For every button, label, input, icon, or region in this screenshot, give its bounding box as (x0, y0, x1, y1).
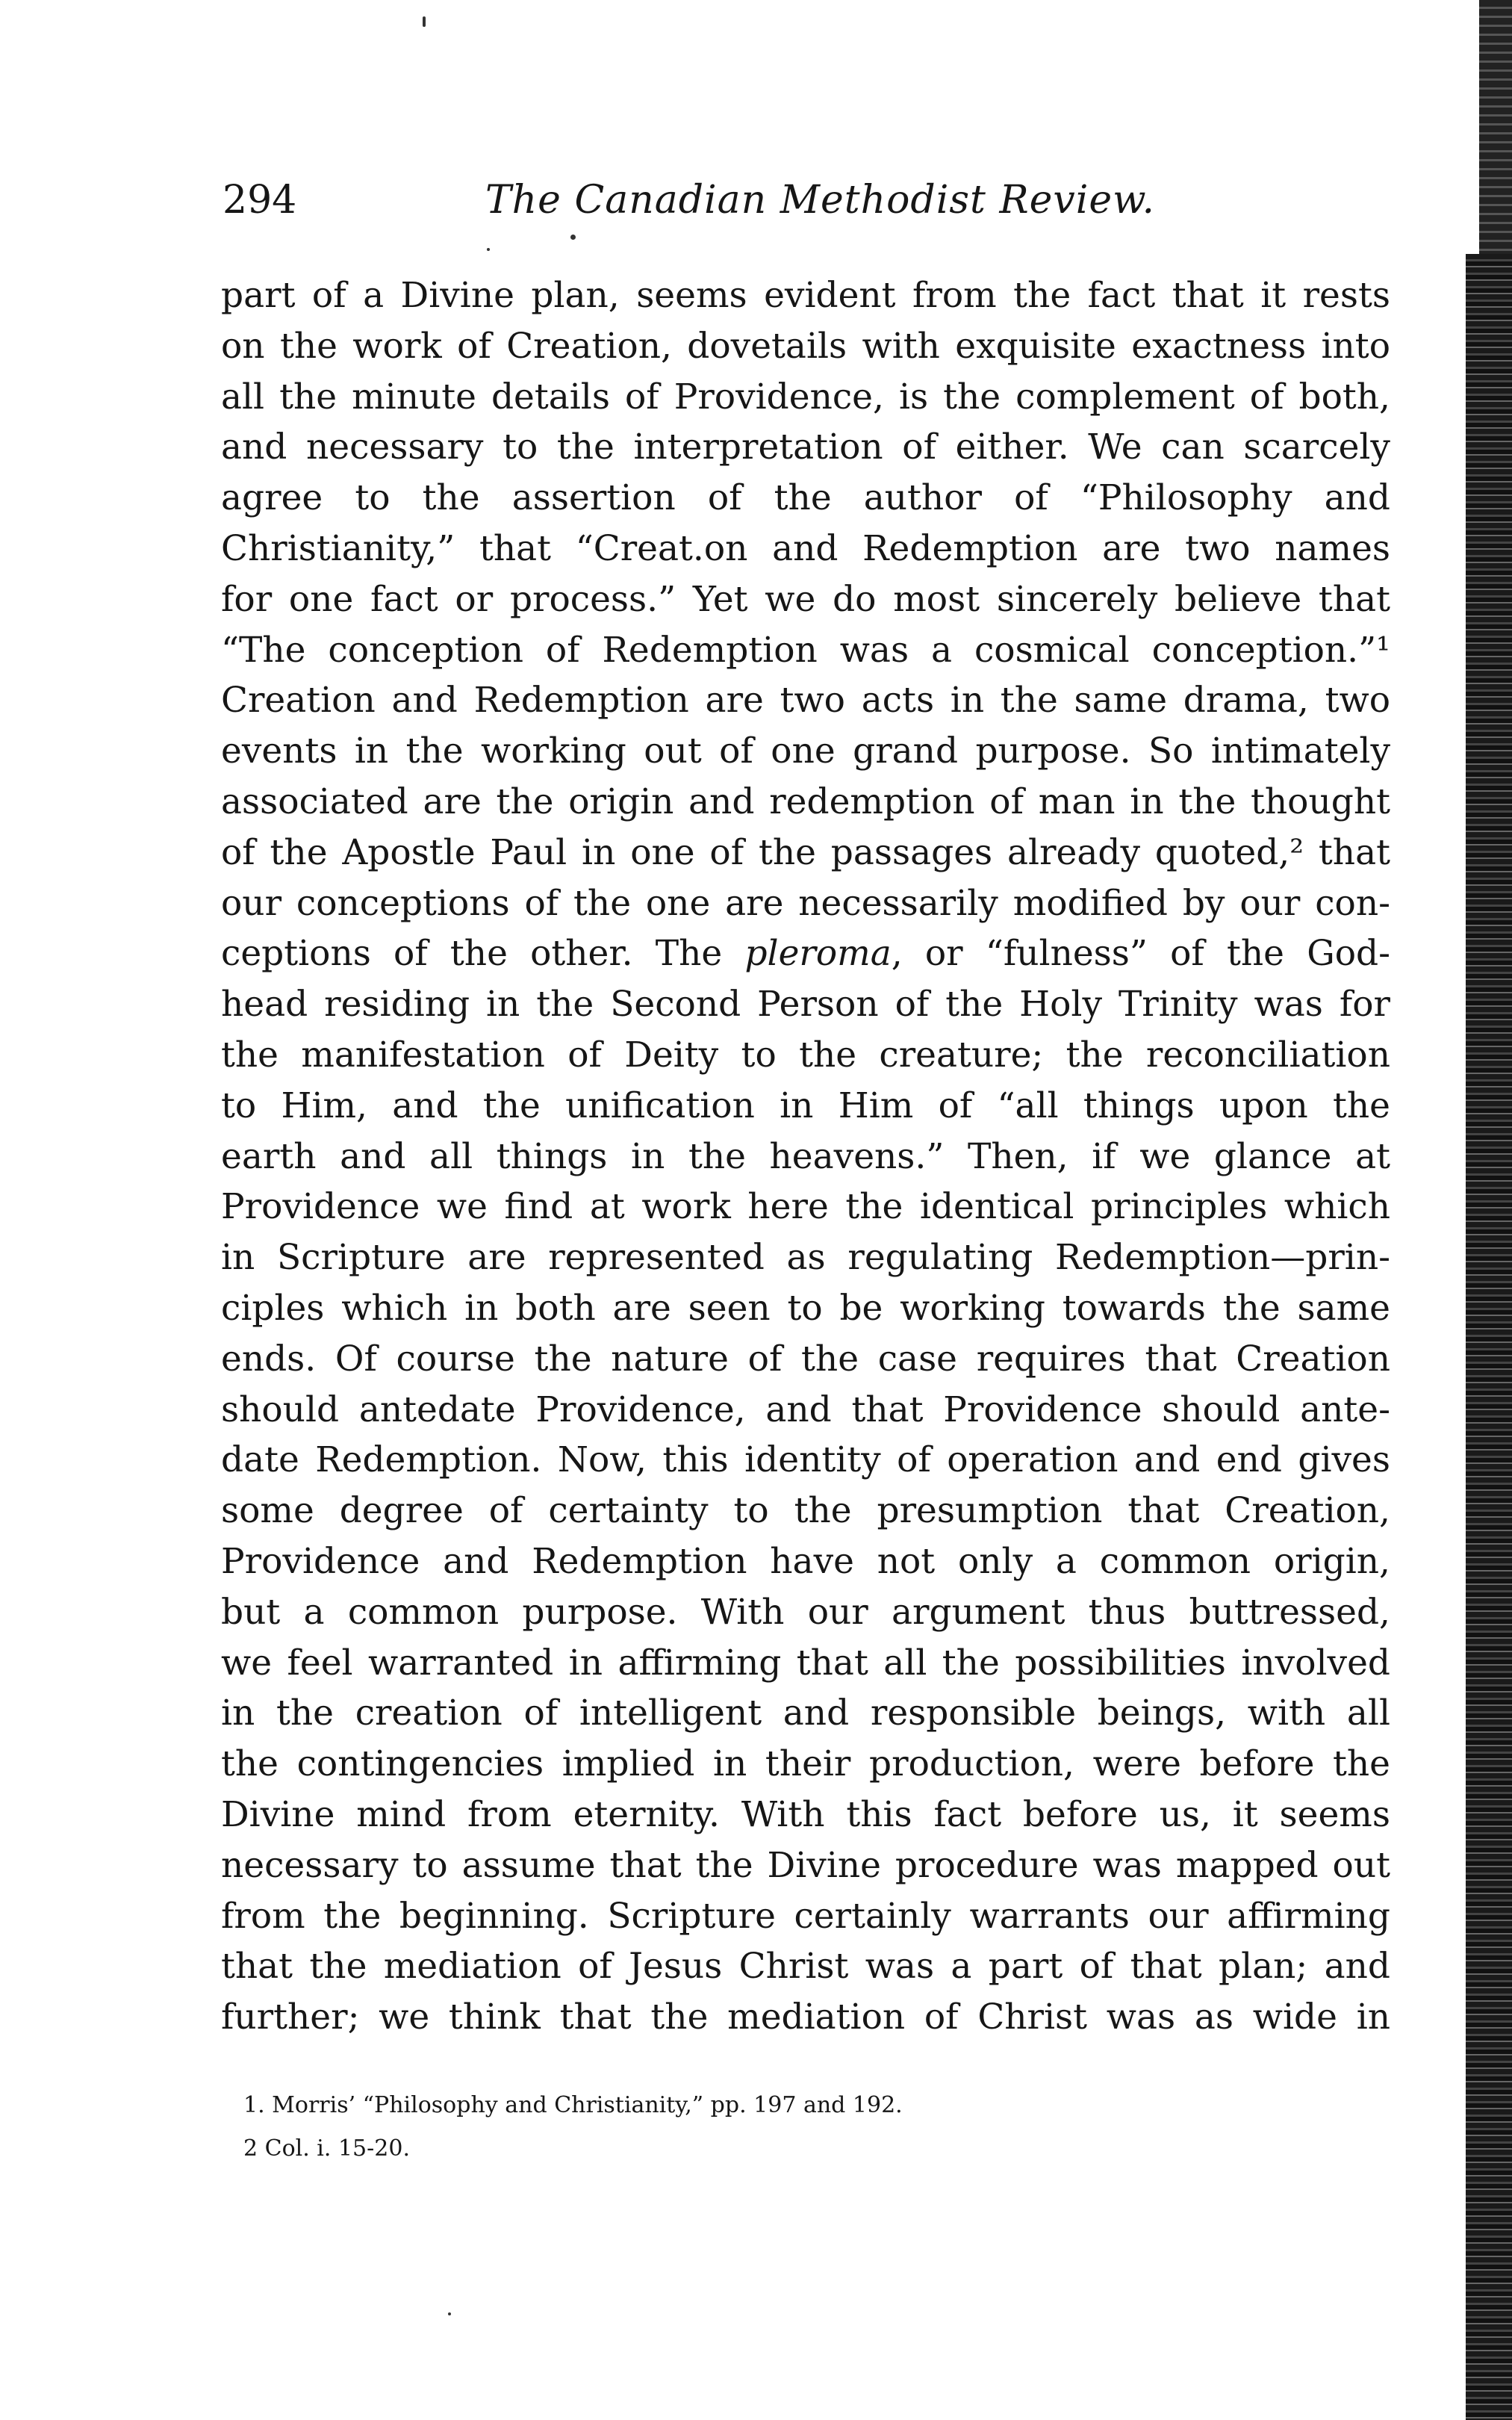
body-line: to Him, and the unification in Him of “all things upon the (221, 1085, 1390, 1126)
body-line: associated are the origin and redemption of man in the thought (221, 781, 1390, 822)
body-line: Creation and Redemption are two acts in the same drama, two (221, 680, 1390, 722)
body-line: we feel warranted in affirming that all the possibilities involved (221, 1642, 1390, 1684)
body-line: our conceptions of the one are necessarily modified by our con- (221, 882, 1390, 924)
body-line: some degree of certainty to the presumption that Creation, (221, 1490, 1390, 1532)
body-line: but a common purpose. With our argument thus buttressed, (221, 1591, 1390, 1633)
body-line: part of a Divine plan, seems evident from the fact that it rests (221, 275, 1390, 316)
running-title: The Canadian Methodist Review. (485, 178, 1156, 223)
body-line: earth and all things in the heavens.” Then, if we glance at (221, 1135, 1390, 1177)
footnotes (243, 2084, 1289, 2171)
body-line: for one fact or process.” Yet we do most sincerely believe that (221, 578, 1390, 620)
body-line: Providence and Redemption have not only a common origin, (221, 1540, 1390, 1582)
body-line: agree to the assertion of the author of “Philosophy and (221, 477, 1390, 519)
scan-speck (448, 2312, 451, 2315)
body-line: on the work of Creation, dovetails with exquisite exactness into (221, 325, 1390, 367)
body-line: Christianity,” that “Creat.on and Redemption are two names (221, 527, 1390, 569)
body-line: the manifestation of Deity to the creature; the reconciliation (221, 1034, 1390, 1076)
body-line: all the minute details of Providence, is the complement of both, (221, 376, 1390, 418)
running-header (223, 178, 1387, 238)
body-line: date Redemption. Now, this identity of operation and end gives (221, 1439, 1390, 1481)
body-line: necessary to assume that the Divine procedure was mapped out (221, 1844, 1390, 1886)
scan-speck (423, 16, 426, 27)
footnote: 2 Col. i. 15-20. (243, 2135, 410, 2162)
body-text (221, 270, 1390, 2043)
body-line: Divine mind from eternity. With this fact before us, it seems (221, 1793, 1390, 1835)
body-line: in Scripture are represented as regulating Redemption—prin- (221, 1237, 1390, 1279)
page-number: 294 (223, 178, 297, 223)
body-line: Providence we find at work here the identical principles which (221, 1186, 1390, 1228)
body-line: from the beginning. Scripture certainly warrants our affirming (221, 1895, 1390, 1937)
body-line: further; we think that the mediation of Christ was as wide in (221, 1996, 1390, 2038)
body-line: in the creation of intelligent and responsible beings, with all (221, 1693, 1390, 1734)
body-line: that the mediation of Jesus Christ was a part of that plan; and (221, 1946, 1390, 1988)
page-edge-shadow (1466, 254, 1512, 2420)
body-line: should antedate Providence, and that Providence should ante- (221, 1389, 1390, 1430)
body-line: “The conception of Redemption was a cosmical conception.”¹ (221, 629, 1390, 671)
body-line: ceptions of the other. The pleroma, or “fulness” of the God- (221, 933, 1391, 975)
body-line: the contingencies implied in their production, were before the (221, 1743, 1390, 1785)
body-line: of the Apostle Paul in one of the passages already quoted,² that (221, 831, 1390, 873)
footnote: 1. Morris’ “Philosophy and Christianity,” pp. 197 and 192. (243, 2092, 903, 2118)
body-line: events in the working out of one grand purpose. So intimately (221, 730, 1390, 772)
page-edge-shadow-top (1479, 0, 1512, 254)
body-line: head residing in the Second Person of the Holy Trinity was for (221, 984, 1390, 1026)
body-line: and necessary to the interpretation of either. We can scarcely (221, 426, 1390, 468)
body-line: ends. Of course the nature of the case requires that Creation (221, 1338, 1390, 1380)
body-line: ciples which in both are seen to be working towards the same (221, 1287, 1390, 1329)
scan-speck (487, 248, 490, 251)
